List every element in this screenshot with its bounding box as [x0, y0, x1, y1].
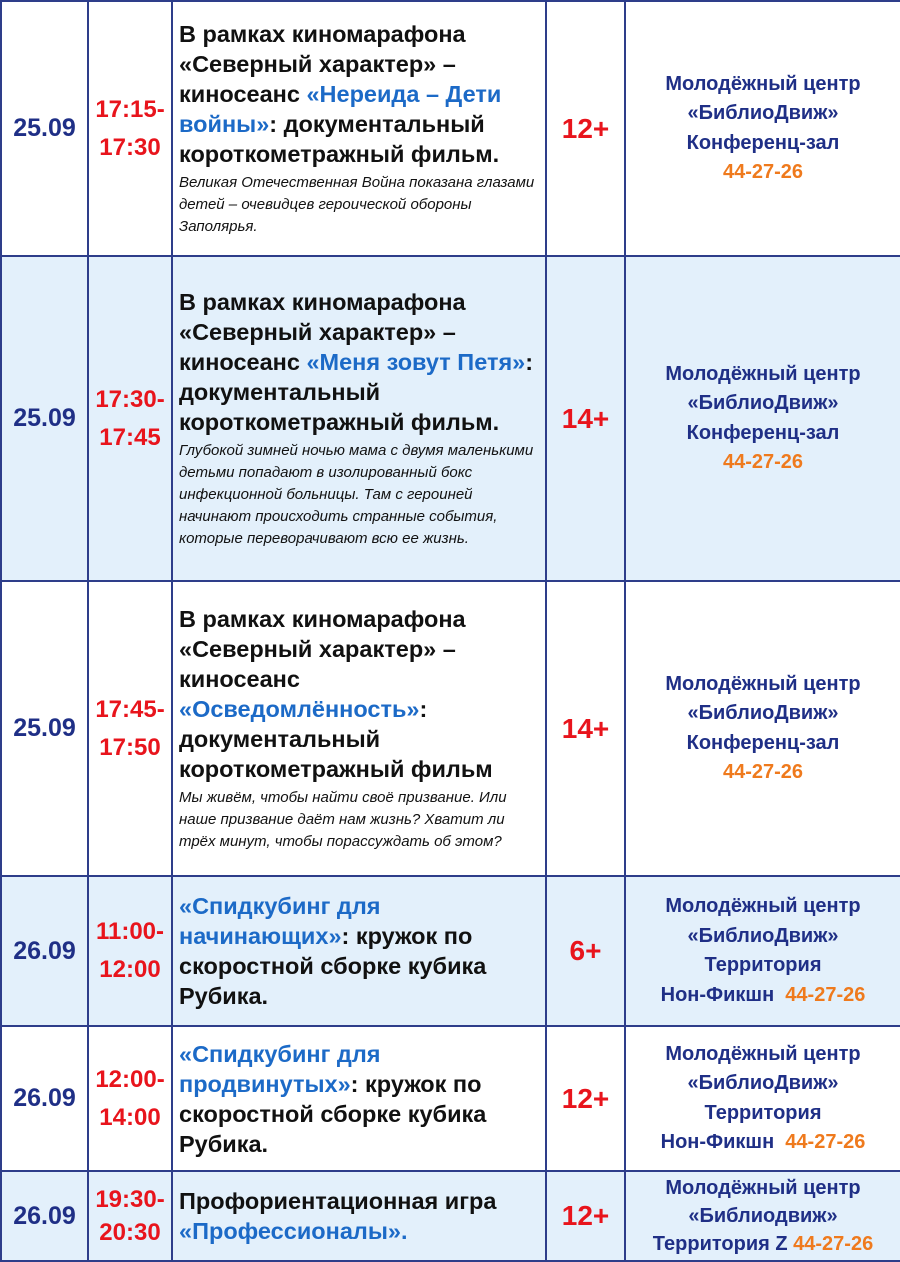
event-details — [172, 581, 546, 876]
event-date: 25.09 — [1, 581, 88, 876]
venue-line: Молодёжный центр — [665, 1177, 861, 1199]
venue-line: «БиблиоДвиж» — [687, 102, 839, 124]
venue-line: Молодёжный центр — [665, 362, 861, 385]
time-end: 17:45 — [99, 423, 161, 451]
venue-phone: 44-27-26 — [785, 1131, 866, 1153]
event-title-post: : документальный короткометражный фильм. — [179, 111, 500, 167]
event-date: 25.09 — [1, 1, 88, 256]
event-venue — [625, 581, 900, 876]
venue-line: Территория — [704, 1101, 822, 1124]
venue-line: «БиблиоДвиж» — [687, 924, 839, 947]
venue-line: «Библиодвиж» — [688, 1205, 838, 1227]
venue-line: Молодёжный центр — [665, 895, 861, 917]
event-details — [172, 1171, 546, 1261]
event-venue — [625, 1026, 900, 1171]
event-time — [88, 1, 172, 256]
venue-line: Территория — [704, 954, 822, 976]
event-time — [88, 1026, 172, 1171]
event-date: 26.09 — [1, 1171, 88, 1261]
venue-phone: 44-27-26 — [793, 1233, 874, 1255]
time-start: 12:00- — [95, 1065, 165, 1093]
event-venue — [625, 876, 900, 1026]
time-start: 17:45- — [95, 695, 165, 723]
venue-line: Конференц-зал — [686, 421, 840, 444]
event-date: 25.09 — [1, 256, 88, 581]
age-rating: 12+ — [546, 1171, 625, 1261]
event-title — [179, 604, 541, 784]
event-date: 26.09 — [1, 1026, 88, 1171]
event-title-post: : кружок по скоростной сборке кубика Рубика. — [179, 1070, 487, 1157]
event-venue — [625, 1, 900, 256]
time-start: 19:30- — [95, 1186, 165, 1213]
event-description: Мы живём, чтобы найти своё призвание. Или наше призвание даёт нам жизнь? Хватит ли трёх минут, чтобы порассуждать об этом? — [179, 789, 507, 850]
event-time — [88, 581, 172, 876]
venue-phone: 44-27-26 — [722, 161, 804, 183]
time-end: 20:30 — [99, 1219, 161, 1246]
table-row — [1, 581, 900, 876]
event-title-pre: В рамках киномарафона «Северный характер» – киносеанс — [179, 289, 466, 375]
venue-line — [626, 1128, 900, 1158]
time-start: 17:30- — [95, 385, 165, 413]
venue-line: «БиблиоДвиж» — [687, 1072, 839, 1094]
age-rating: 12+ — [546, 1, 625, 256]
event-title — [179, 1186, 541, 1246]
venue-line: Молодёжный центр — [665, 1042, 861, 1065]
venue-line: Конференц-зал — [686, 131, 840, 154]
time-start: 17:15- — [95, 95, 165, 123]
event-title — [179, 891, 541, 1011]
time-end: 17:30 — [99, 133, 161, 161]
venue-line: Молодёжный центр — [665, 672, 861, 695]
event-time — [88, 256, 172, 581]
venue-line: «БиблиоДвиж» — [687, 392, 839, 414]
event-description: Великая Отечественная Война показана глазами детей – очевидцев героической обороны Заполярья. — [179, 174, 535, 235]
venue-phone: 44-27-26 — [722, 761, 804, 783]
venue-tail: Нон-Фикшн — [660, 1131, 775, 1153]
event-title-post: : документальный короткометражный фильм — [179, 696, 493, 782]
venue-line — [626, 1230, 900, 1258]
event-title-pre: Профориентационная игра — [179, 1188, 497, 1214]
venue-line: Молодёжный центр — [665, 72, 861, 95]
event-title — [179, 287, 541, 437]
table-row — [1, 1, 900, 256]
time-start: 11:00- — [95, 918, 165, 945]
time-end: 14:00 — [99, 1103, 161, 1131]
time-end: 12:00 — [99, 956, 161, 983]
event-highlight: «Нереида – Дети войны» — [179, 81, 502, 137]
age-rating: 14+ — [546, 256, 625, 581]
event-venue — [625, 1171, 900, 1261]
table-row — [1, 1026, 900, 1171]
event-title — [179, 1039, 541, 1159]
event-highlight: «Спидкубинг для начинающих» — [179, 893, 381, 949]
table-row — [1, 876, 900, 1026]
event-time — [88, 876, 172, 1026]
time-end: 17:50 — [99, 733, 161, 761]
venue-phone: 44-27-26 — [785, 983, 866, 1006]
event-details — [172, 1, 546, 256]
event-venue — [625, 256, 900, 581]
age-rating: 14+ — [546, 581, 625, 876]
venue-line: «БиблиоДвиж» — [687, 702, 839, 724]
event-highlight: «Профессионалы». — [179, 1218, 408, 1244]
age-rating: 12+ — [546, 1026, 625, 1171]
venue-line: Конференц-зал — [686, 731, 840, 754]
event-title-pre: В рамках киномарафона «Северный характер» – киносеанс — [179, 606, 466, 692]
event-highlight: «Осведомлённость» — [179, 696, 420, 722]
event-details — [172, 1026, 546, 1171]
event-highlight: «Меня зовут Петя» — [306, 349, 526, 375]
event-date: 26.09 — [1, 876, 88, 1026]
venue-tail: Территория Z — [652, 1233, 788, 1255]
event-title — [179, 19, 541, 169]
venue-phone: 44-27-26 — [722, 451, 804, 473]
age-rating: 6+ — [546, 876, 625, 1026]
event-time — [88, 1171, 172, 1261]
venue-tail: Нон-Фикшн — [660, 983, 775, 1006]
event-highlight: «Спидкубинг для продвинутых» — [179, 1040, 381, 1097]
event-title-post: : кружок по скоростной сборке кубика Рубика. — [179, 923, 487, 1009]
event-title-post: : документальный короткометражный фильм. — [179, 349, 534, 435]
event-details — [172, 256, 546, 581]
event-details — [172, 876, 546, 1026]
event-title-pre: В рамках киномарафона «Северный характер» – киносеанс — [179, 21, 466, 107]
venue-line — [626, 981, 900, 1011]
event-description: Глубокой зимней ночью мама с двумя маленькими детьми попадают в изолированный бокс инфекционной больницы. Там с героиней начинают происходить странные события, которые переворачивают всю ее жизнь. — [179, 442, 534, 547]
table-row — [1, 256, 900, 581]
table-row — [1, 1171, 900, 1261]
